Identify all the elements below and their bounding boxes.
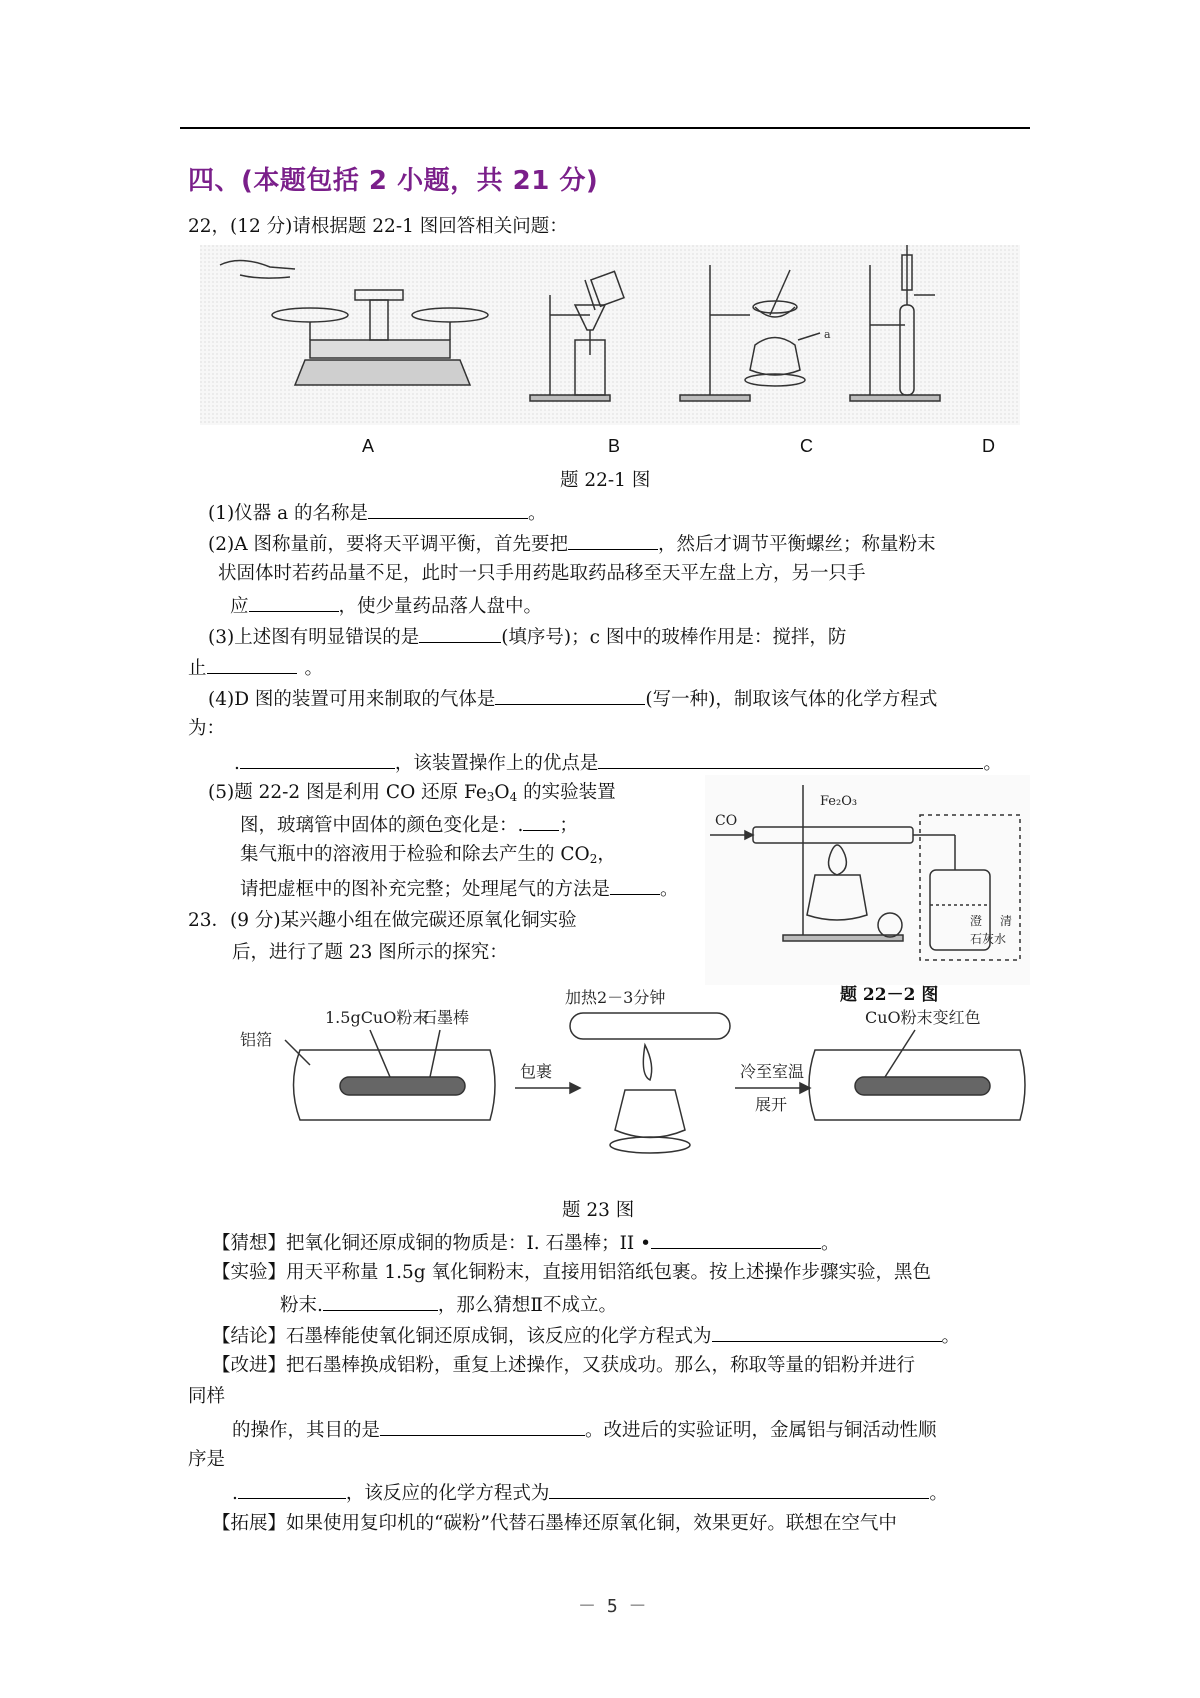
q22-stem: 22，(12 分)请根据题 22-1 图回答相关问题： [188, 216, 568, 237]
label-cheng: 澄 [970, 914, 983, 928]
figure-23-caption: 题 23 图 [562, 1200, 635, 1221]
answer-blank [419, 624, 501, 643]
label-a: a [824, 328, 831, 341]
figure-label-C: C [800, 436, 813, 456]
q23-improve-line1: 【改进】把石墨棒换成铝粉，重复上述操作，又获成功。那么，称取等量的铝粉并进行 [212, 1355, 916, 1376]
q22-part4-line1: (4)D 图的装置可用来制取的气体是 (写一种)，制取该气体的化学方程式 [208, 686, 937, 712]
answer-blank [238, 1480, 346, 1499]
q23-improve-line3: 的操作，其目的是 。改进后的实验证明，金属铝与铜活动性顺 [232, 1417, 937, 1443]
q22-part5-line4: 请把虚框中的图补充完整；处理尾气的方法是 。 [240, 876, 679, 902]
answer-blank [598, 750, 983, 769]
figure-22-2-apparatus [705, 775, 1030, 985]
answer-blank [368, 500, 528, 519]
label-graphite: 石墨棒 [421, 1008, 470, 1027]
fe2o3-label: Fe₂O₃ [820, 794, 858, 809]
figure-22-1-caption: 题 22-1 图 [560, 470, 651, 491]
answer-blank [240, 750, 395, 769]
answer-blank [495, 686, 645, 705]
q23-conclusion: 【结论】石墨棒能使氧化铜还原成铜，该反应的化学方程式为 。 [212, 1323, 960, 1349]
co-label: CO [715, 813, 738, 829]
q22-part3-line1: (3)上述图有明显错误的是 (填序号)；c 图中的玻棒作用是：搅拌，防 [208, 624, 846, 650]
figure-23-apparatus [225, 985, 1045, 1190]
q22-part5-line3: 集气瓶中的溶液用于检验和除去产生的 $CO_2$， [240, 844, 616, 866]
figure-22-1-apparatus [200, 245, 1020, 425]
answer-blank [651, 1230, 821, 1249]
answer-blank [712, 1323, 942, 1342]
label-heat: 加热2－3分钟 [565, 988, 666, 1007]
figure-label-D: D [982, 436, 995, 456]
label-open: 展开 [755, 1095, 788, 1114]
q23-line2: 后，进行了题 23 图所示的探究： [232, 942, 508, 963]
answer-blank [207, 655, 297, 674]
label-shihuishui: 石灰水 [970, 932, 1007, 946]
q23-expand-line1: 【拓展】如果使用复印机的“碳粉”代替石墨棒还原氧化铜，效果更好。联想在空气中 [212, 1513, 897, 1534]
q22-part5-line1: (5)题 22-2 图是利用 CO 还原 $Fe_3O_4$ 的实验装置 [208, 782, 616, 804]
answer-blank [380, 1417, 585, 1436]
q22-part2-line3: 应 ，使少量药品落人盘中。 [230, 593, 542, 619]
q23-improve-line2: 同样 [188, 1386, 226, 1407]
answer-blank [249, 593, 339, 612]
q22-part5-line2: 图，玻璃管中固体的颜色变化是：. ； [240, 812, 578, 838]
graphite-rod-left [340, 1077, 465, 1095]
q23-line1: 23．(9 分)某兴趣小组在做完碳还原氧化铜实验 [188, 910, 577, 931]
graphite-rod-right [855, 1077, 990, 1095]
header-rule [180, 127, 1030, 129]
answer-blank [568, 531, 658, 550]
q22-part2-line1: (2)A 图称量前，要将天平调平衡，首先要把 ，然后才调节平衡螺丝；称量粉末 [208, 531, 935, 557]
label-cool: 冷至室温 [740, 1062, 805, 1081]
q23-experiment-line1: 【实验】用天平称量 1.5g 氧化铜粉末，直接用铝箔纸包裹。按上述操作步骤实验，黑色 [212, 1262, 932, 1283]
page-number: － 5 － [578, 1596, 647, 1617]
q23-improve-line5: . ，该反应的化学方程式为 。 [232, 1480, 948, 1506]
answer-blank [549, 1480, 929, 1499]
wrapped-tube [570, 1013, 730, 1039]
answer-blank [610, 876, 660, 895]
q22-part2-line2: 状固体时若药品量不足，此时一只手用药匙取药品移至天平左盘上方，另一只手 [218, 563, 866, 584]
section-title: 四、(本题包括 2 小题，共 21 分) [188, 166, 599, 196]
answer-blank [323, 1292, 438, 1311]
q23-improve-line4: 序是 [188, 1449, 226, 1470]
q22-part4-line3: . ，该装置操作上的优点是 。 [234, 750, 1002, 776]
answer-blank [523, 812, 559, 831]
label-qing: 清 [1000, 914, 1013, 928]
q22-part3-line2: 止 。 [188, 655, 323, 681]
figure-label-A: A [362, 436, 375, 456]
label-cuo: 1.5gCuO粉末 [325, 1008, 429, 1027]
q23-guess: 【猜想】把氧化铜还原成铜的物质是：I. 石墨棒；II • 。 [212, 1230, 840, 1256]
q22-part4-line2: 为： [188, 718, 226, 739]
figure-label-B: B [608, 436, 621, 456]
figure-22-2-caption: 题 22－2 图 [840, 985, 939, 1005]
label-result: CuO粉末变红色 [865, 1008, 981, 1027]
q22-part1: (1)仪器 a 的名称是 。 [208, 500, 547, 526]
label-foil: 铝箔 [240, 1030, 273, 1049]
q23-experiment-line2: 粉末. ，那么猜想Ⅱ不成立。 [280, 1292, 617, 1318]
label-wrap: 包裹 [520, 1062, 553, 1081]
